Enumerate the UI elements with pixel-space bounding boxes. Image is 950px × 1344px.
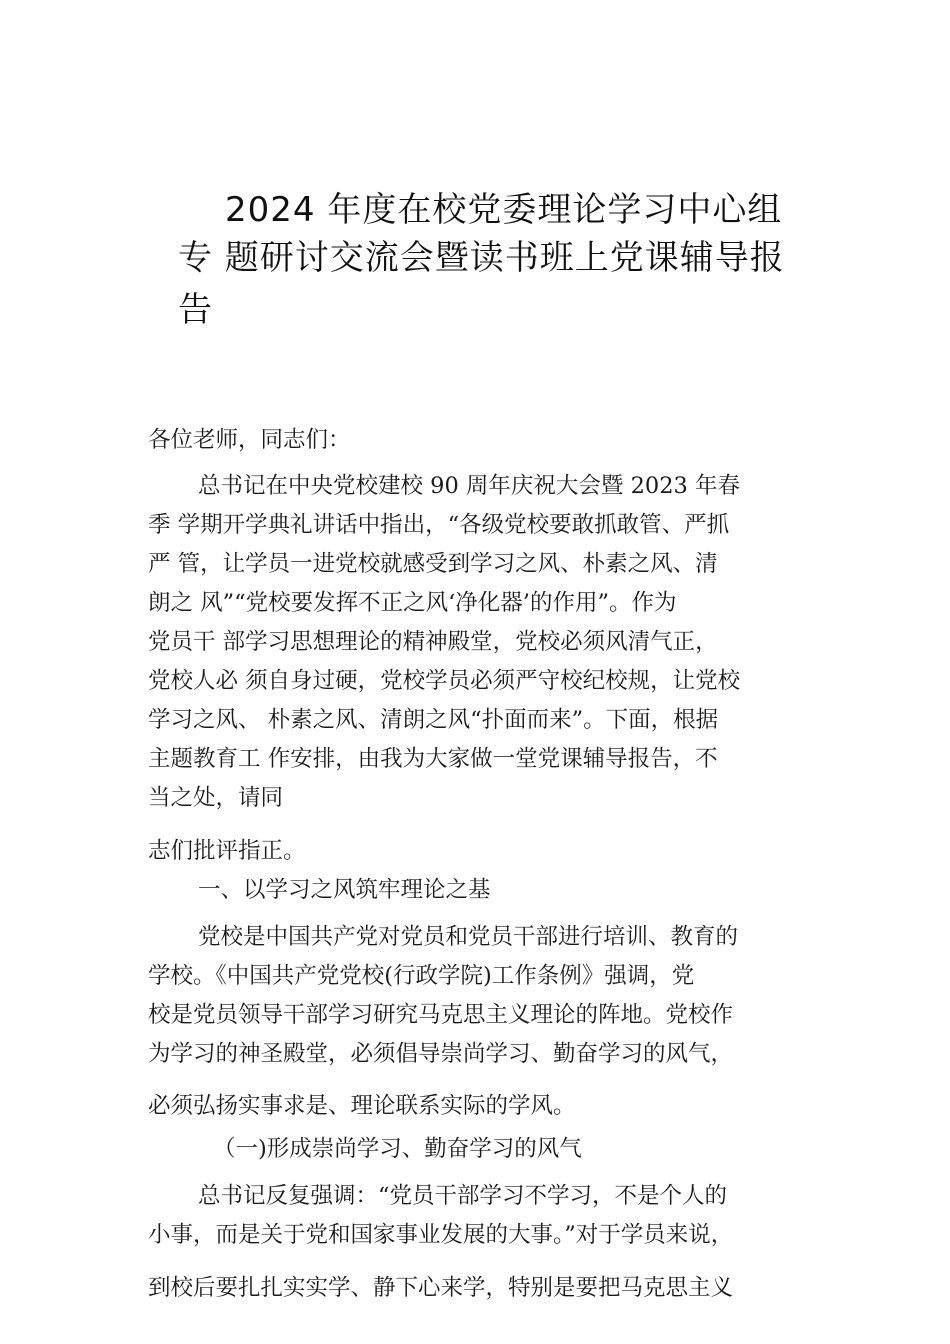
body-line: 党校是中国共产党对党员和党员干部进行培训、教育的	[198, 924, 739, 950]
subsection-heading: （一)形成崇尚学习、勤奋学习的风气	[213, 1136, 582, 1162]
body-line: 季 学期开学典礼讲话中指出，“各级党校要敢抓敢管、严抓	[148, 512, 730, 538]
body-line: 党员干 部学习思想理论的精神殿堂，党校必须风清气正，	[148, 629, 718, 655]
document-title-line-2: 专 题研讨交流会暨读书班上党课辅导报	[178, 238, 785, 278]
body-line: 主题教育工 作安排，由我为大家做一堂党课辅导报告，不	[148, 746, 718, 772]
body-line: 到校后要扎扎实实学、静下心来学，特别是要把马克思主义	[148, 1275, 734, 1301]
body-line: 小事，而是关于党和国家事业发展的大事。”对于学员来说，	[148, 1222, 734, 1248]
body-line: 为学习的神圣殿堂，必须倡导崇尚学习、勤奋学习的风气，	[148, 1041, 734, 1067]
body-line: 总书记在中央党校建校 90 周年庆祝大会暨 2023 年春	[198, 473, 741, 499]
body-line: 当之处，请同	[148, 785, 284, 811]
body-line: 朗之 风”“党校要发挥不正之风‘净化器’的作用”。作为	[148, 590, 677, 616]
body-line: 校是党员领导干部学习研究马克思主义理论的阵地。党校作	[148, 1002, 734, 1028]
body-line: 学习之风、 朴素之风、清朗之风“扑面而来”。下面，根据	[148, 707, 719, 733]
body-line: 志们批评指正。	[148, 838, 306, 864]
body-line: 严 管，让学员一进党校就感受到学习之风、朴素之风、清	[148, 551, 718, 577]
salutation: 各位老师，同志们：	[148, 427, 351, 453]
section-heading: 一、以学习之风筑牢理论之基	[198, 877, 491, 903]
document-title-line-1: 2024 年度在校党委理论学习中心组	[225, 190, 783, 230]
body-line: 必须弘扬实事求是、理论联系实际的学风。	[148, 1093, 576, 1119]
body-line: 总书记反复强调：“党员干部学习不学习，不是个人的	[198, 1183, 728, 1209]
document-title-line-3: 告	[178, 290, 212, 330]
body-line: 党校人必 须自身过硬，党校学员必须严守校纪校规，让党校	[148, 668, 741, 694]
body-line: 学校。《中国共产党党校(行政学院)工作条例》强调，党	[148, 963, 695, 989]
